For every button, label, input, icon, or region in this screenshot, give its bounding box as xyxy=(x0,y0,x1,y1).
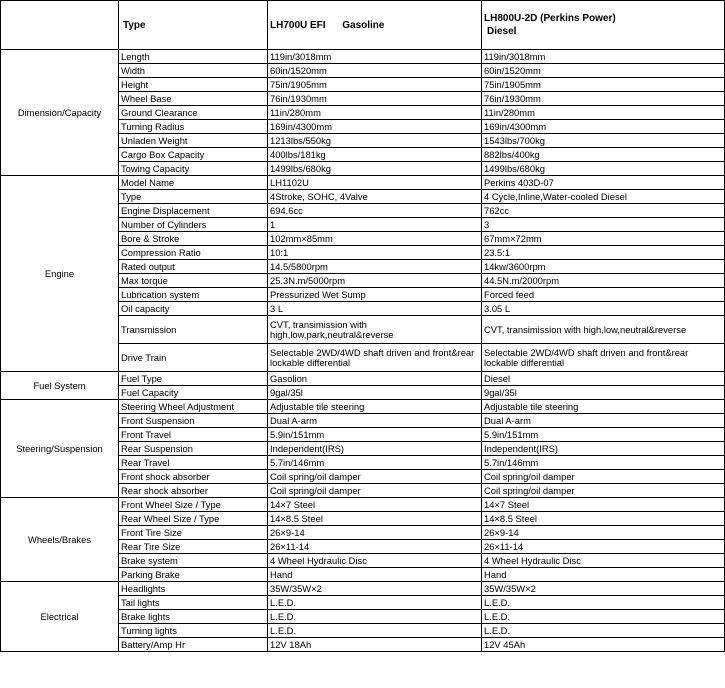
spec-value-diesel: Selectable 2WD/4WD shaft driven and front&rear lockable differential xyxy=(482,344,725,372)
spec-label: Rated output xyxy=(119,260,268,274)
spec-label: Oil capacity xyxy=(119,302,268,316)
spec-value-gasoline: Pressurized Wet Sump xyxy=(268,288,482,302)
spec-value-gasoline: L.E.D. xyxy=(268,624,482,638)
spec-label: Towing Capacity xyxy=(119,162,268,176)
spec-row xyxy=(1,372,725,386)
spec-value-gasoline: 35W/35W×2 xyxy=(268,582,482,596)
spec-value-diesel: Diesel xyxy=(482,372,725,386)
spec-value-gasoline: Adjustable tile steering xyxy=(268,400,482,414)
spec-label: Steering Wheel Adjustment xyxy=(119,400,268,414)
spec-label: Brake lights xyxy=(119,610,268,624)
spec-value-diesel: Adjustable tile steering xyxy=(482,400,725,414)
spec-value-gasoline: 26×9-14 xyxy=(268,526,482,540)
category-label: Dimension/Capacity xyxy=(1,50,119,176)
spec-row xyxy=(1,582,725,596)
spec-label: Turning Radius xyxy=(119,120,268,134)
spec-value-diesel: 762cc xyxy=(482,204,725,218)
spec-value-diesel: 14×8.5 Steel xyxy=(482,512,725,526)
spec-value-diesel: 169in/4300mm xyxy=(482,120,725,134)
spec-value-diesel: Perkins 403D-07 xyxy=(482,176,725,190)
spec-value-diesel: 26×11-14 xyxy=(482,540,725,554)
spec-value-gasoline: CVT, transimission with high,low,park,neutral&reverse xyxy=(268,316,482,344)
spec-label: Rear shock absorber xyxy=(119,484,268,498)
spec-label: Unladen Weight xyxy=(119,134,268,148)
header-type: Type xyxy=(119,1,268,50)
spec-value-diesel: 44.5N.m/2000rpm xyxy=(482,274,725,288)
spec-value-gasoline: 5.7in/146mm xyxy=(268,456,482,470)
spec-row xyxy=(1,50,725,64)
spec-row xyxy=(1,498,725,512)
spec-value-diesel: 14×7 Steel xyxy=(482,498,725,512)
spec-label: Compression Ratio xyxy=(119,246,268,260)
spec-label: Tail lights xyxy=(119,596,268,610)
spec-value-diesel: 9gal/35l xyxy=(482,386,725,400)
spec-value-diesel: Forced feed xyxy=(482,288,725,302)
header-blank xyxy=(1,1,119,50)
spec-row xyxy=(1,400,725,414)
spec-label: Parking Brake xyxy=(119,568,268,582)
spec-label: Brake system xyxy=(119,554,268,568)
spec-label: Headlights xyxy=(119,582,268,596)
spec-label: Lubrication system xyxy=(119,288,268,302)
spec-value-diesel: Coil spring/oil damper xyxy=(482,470,725,484)
spec-value-diesel: 75in/1905mm xyxy=(482,78,725,92)
spec-value-gasoline: 25.3N.m/5000rpm xyxy=(268,274,482,288)
spec-label: Type xyxy=(119,190,268,204)
spec-label: Bore & Stroke xyxy=(119,232,268,246)
category-label: Fuel System xyxy=(1,372,119,400)
spec-value-gasoline: 1 xyxy=(268,218,482,232)
spec-value-gasoline: Coil spring/oil damper xyxy=(268,484,482,498)
spec-value-diesel: 4 Cycle,Inline,Water-cooled Diesel xyxy=(482,190,725,204)
spec-label: Fuel Capacity xyxy=(119,386,268,400)
spec-value-gasoline: 11in/280mm xyxy=(268,106,482,120)
spec-value-diesel: L.E.D. xyxy=(482,610,725,624)
spec-value-gasoline: 1213lbs/550kg xyxy=(268,134,482,148)
spec-label: Battery/Amp Hr xyxy=(119,638,268,652)
spec-label: Width xyxy=(119,64,268,78)
spec-label: Max torque xyxy=(119,274,268,288)
category-label: Engine xyxy=(1,176,119,372)
spec-value-diesel: 60in/1520mm xyxy=(482,64,725,78)
spec-value-diesel: 3.05 L xyxy=(482,302,725,316)
spec-value-diesel: L.E.D. xyxy=(482,596,725,610)
spec-value-diesel: 1499lbs/680kg xyxy=(482,162,725,176)
header-model-2-name: LH800U-2D (Perkins Power) xyxy=(484,13,616,24)
spec-value-gasoline: L.E.D. xyxy=(268,610,482,624)
spec-label: Number of Cylinders xyxy=(119,218,268,232)
spec-value-diesel: 67mm×72mm xyxy=(482,232,725,246)
spec-label: Cargo Box Capacity xyxy=(119,148,268,162)
spec-value-diesel: 12V 45Ah xyxy=(482,638,725,652)
spec-value-gasoline: Independent(IRS) xyxy=(268,442,482,456)
category-label: Electrical xyxy=(1,582,119,652)
spec-label: Wheel Base xyxy=(119,92,268,106)
spec-value-gasoline: 12V 18Ah xyxy=(268,638,482,652)
spec-value-gasoline: Gasolion xyxy=(268,372,482,386)
header-model-2 xyxy=(482,1,725,50)
spec-value-diesel: Independent(IRS) xyxy=(482,442,725,456)
spec-label: Rear Travel xyxy=(119,456,268,470)
spec-label: Turning lights xyxy=(119,624,268,638)
category-label: Steering/Suspension xyxy=(1,400,119,498)
spec-label: Rear Tire Size xyxy=(119,540,268,554)
spec-value-diesel: CVT, transimission with high,low,neutral&reverse xyxy=(482,316,725,344)
spec-table-header xyxy=(1,1,725,50)
spec-value-gasoline: 169in/4300mm xyxy=(268,120,482,134)
spec-label: Front Travel xyxy=(119,428,268,442)
spec-label: Rear Suspension xyxy=(119,442,268,456)
spec-value-diesel: Hand xyxy=(482,568,725,582)
spec-label: Front Suspension xyxy=(119,414,268,428)
spec-value-diesel: 1543lbs/700kg xyxy=(482,134,725,148)
category-label: Wheels/Brakes xyxy=(1,498,119,582)
spec-value-diesel: 14kw/3600rpm xyxy=(482,260,725,274)
spec-value-gasoline: 5.9in/151mm xyxy=(268,428,482,442)
spec-value-gasoline: 694.6cc xyxy=(268,204,482,218)
spec-value-gasoline: 14.5/5800rpm xyxy=(268,260,482,274)
spec-label: Rear Wheel Size / Type xyxy=(119,512,268,526)
spec-value-gasoline: 75in/1905mm xyxy=(268,78,482,92)
spec-value-diesel: 4 Wheel Hydraulic Disc xyxy=(482,554,725,568)
spec-label: Length xyxy=(119,50,268,64)
spec-value-diesel: 23.5:1 xyxy=(482,246,725,260)
spec-label: Ground Clearance xyxy=(119,106,268,120)
spec-label: Front shock absorber xyxy=(119,470,268,484)
spec-value-diesel: 882lbs/400kg xyxy=(482,148,725,162)
spec-value-gasoline: 76in/1930mm xyxy=(268,92,482,106)
spec-value-gasoline: 4Stroke, SOHC, 4Valve xyxy=(268,190,482,204)
spec-label: Front Wheel Size / Type xyxy=(119,498,268,512)
spec-value-diesel: 119in/3018mm xyxy=(482,50,725,64)
spec-value-gasoline: 400lbs/181kg xyxy=(268,148,482,162)
spec-value-gasoline: 10:1 xyxy=(268,246,482,260)
spec-value-diesel: Coil spring/oil damper xyxy=(482,484,725,498)
spec-value-gasoline: Dual A-arm xyxy=(268,414,482,428)
spec-label: Transmission xyxy=(119,316,268,344)
spec-value-gasoline: Coil spring/oil damper xyxy=(268,470,482,484)
spec-value-gasoline: 102mm×85mm xyxy=(268,232,482,246)
spec-label: Fuel Type xyxy=(119,372,268,386)
spec-value-gasoline: 119in/3018mm xyxy=(268,50,482,64)
header-model-1: LH700U EFI Gasoline xyxy=(268,1,482,50)
spec-value-gasoline: 14×7 Steel xyxy=(268,498,482,512)
spec-label: Drive Train xyxy=(119,344,268,372)
spec-value-gasoline: 4 Wheel Hydraulic Disc xyxy=(268,554,482,568)
spec-label: Height xyxy=(119,78,268,92)
spec-value-diesel: 76in/1930mm xyxy=(482,92,725,106)
spec-value-diesel: L.E.D. xyxy=(482,624,725,638)
spec-value-gasoline: 3 L xyxy=(268,302,482,316)
spec-value-gasoline: LH1102U xyxy=(268,176,482,190)
spec-value-gasoline: L.E.D. xyxy=(268,596,482,610)
spec-table-body xyxy=(1,50,725,652)
header-model-2-fuel: Diesel xyxy=(487,26,517,37)
spec-value-gasoline: 60in/1520mm xyxy=(268,64,482,78)
spec-value-gasoline: Selectable 2WD/4WD shaft driven and front&rear lockable differential xyxy=(268,344,482,372)
spec-value-diesel: 35W/35W×2 xyxy=(482,582,725,596)
spec-value-gasoline: 1499lbs/680kg xyxy=(268,162,482,176)
spec-value-gasoline: 26×11-14 xyxy=(268,540,482,554)
spec-value-diesel: Dual A-arm xyxy=(482,414,725,428)
spec-value-gasoline: 14×8.5 Steel xyxy=(268,512,482,526)
spec-label: Engine Displacement xyxy=(119,204,268,218)
spec-value-diesel: 5.9in/151mm xyxy=(482,428,725,442)
spec-value-gasoline: Hand xyxy=(268,568,482,582)
spec-value-diesel: 26×9-14 xyxy=(482,526,725,540)
spec-value-diesel: 3 xyxy=(482,218,725,232)
spec-label: Front Tire Size xyxy=(119,526,268,540)
spec-label: Model Name xyxy=(119,176,268,190)
header-row xyxy=(1,1,725,50)
spec-row xyxy=(1,176,725,190)
spec-value-gasoline: 9gal/35l xyxy=(268,386,482,400)
spec-value-diesel: 5.7in/146mm xyxy=(482,456,725,470)
spec-value-diesel: 11in/280mm xyxy=(482,106,725,120)
